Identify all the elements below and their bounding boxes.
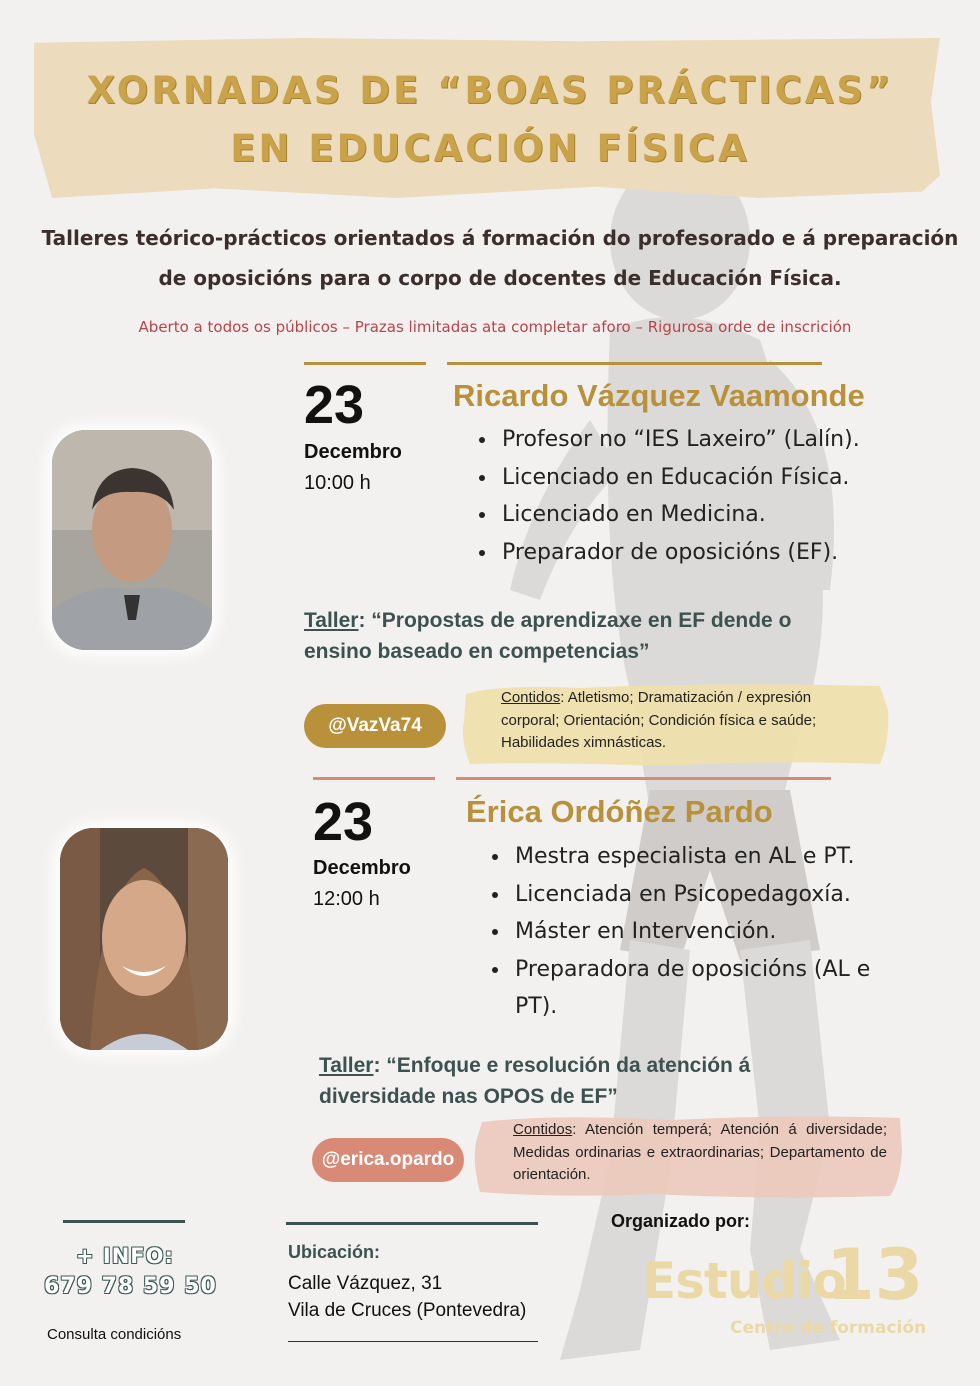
taller-title: “Propostas de aprendizaxe en EF dende o ensino baseado en competencias”: [304, 609, 792, 663]
taller-label: Taller: [319, 1054, 374, 1077]
organizer-logo-subtitle: Centro de formación: [730, 1318, 927, 1338]
speaker-photo-2: [60, 828, 228, 1050]
session-1-bio: [474, 421, 918, 571]
contidos-label: Contidos: [513, 1121, 573, 1138]
session-2-month: Decembro: [313, 857, 411, 879]
session-2-day: 23: [313, 792, 374, 852]
organizer-title: Organizado por:: [611, 1211, 750, 1231]
session-1-taller: Taller: “Propostas de aprendizaxe en EF dende o ensino baseado en competencias”: [304, 609, 792, 663]
subtitle: Talleres teórico-prácticos orientados á formación do profesorado e á preparación de oposicións para o corpo de docentes de Educación Física.: [41, 226, 959, 290]
divider-date-2: [313, 777, 435, 780]
divider-date-1: [304, 362, 426, 365]
organizer-logo-number: 13: [826, 1234, 924, 1316]
notice: Aberto a todos os públicos – Prazas limitadas ata completar aforo – Rigurosa orde de inscrición: [138, 318, 852, 336]
location-divider-top: [286, 1222, 538, 1225]
session-1-day: 23: [304, 375, 365, 435]
contidos-label: Contidos: [501, 689, 561, 706]
location-divider-bottom: [288, 1341, 538, 1342]
bio-item: • Preparadora de oposicións (AL e PT).: [511, 951, 911, 1026]
divider-speaker-2: [456, 777, 831, 780]
bio-item: • Máster en Intervención.: [511, 913, 911, 951]
session-1-handle-button[interactable]: @VazVa74: [304, 704, 446, 748]
session-2-bio: [487, 838, 911, 1026]
bio-item: • Preparador de oposicións (EF).: [498, 534, 918, 572]
organizer-logo-word: Estudio: [642, 1252, 846, 1310]
bio-item: • Profesor no “IES Laxeiro” (Lalín).: [498, 421, 918, 459]
bio-item: • Mestra especialista en AL e PT.: [511, 838, 911, 876]
info-divider: [63, 1220, 185, 1223]
info-phone[interactable]: 679 78 59 50: [44, 1274, 217, 1299]
bio-item: • Licenciado en Educación Física.: [498, 459, 918, 497]
info-title: + INFO:: [76, 1244, 174, 1268]
session-1-speaker: Ricardo Vázquez Vaamonde: [453, 378, 865, 413]
session-2-contidos: Contidos: Atención temperá; Atención á diversidade; Medidas ordinarias e extraordinarias; Departamento de orientación.: [513, 1121, 887, 1183]
session-1-month: Decembro: [304, 441, 402, 463]
session-2-time: 12:00 h: [313, 888, 380, 910]
session-1-time: 10:00 h: [304, 472, 371, 494]
taller-label: Taller: [304, 609, 359, 632]
event-title: XORNADAS DE “BOAS PRÁCTICAS” EN EDUCACIÓN FÍSICA: [86, 69, 894, 170]
session-2-taller: Taller: “Enfoque e resolución da atención á diversidade nas OPOS de EF”: [319, 1054, 751, 1108]
session-2-speaker: Érica Ordóñez Pardo: [466, 794, 773, 829]
session-2-handle-button[interactable]: @erica.opardo: [312, 1138, 464, 1182]
taller-title: “Enfoque e resolución da atención á diversidade nas OPOS de EF”: [319, 1054, 751, 1108]
bio-item: • Licenciada en Psicopedagoxía.: [511, 876, 911, 914]
location-city: Vila de Cruces (Pontevedra): [288, 1300, 527, 1321]
divider-speaker-1: [447, 362, 822, 365]
info-note: Consulta condicións: [47, 1326, 182, 1343]
speaker-photo-1: [52, 430, 212, 650]
contidos-text: Atención temperá; Atención á diversidade; Medidas ordinarias e extraordinarias; Departamento de orientación.: [513, 1121, 887, 1183]
bio-item: • Licenciado en Medicina.: [498, 496, 918, 534]
contidos-text: Atletismo; Dramatización / expresión corporal; Orientación; Condición física e saúde; Habilidades ximnásticas.: [501, 689, 817, 751]
session-1-contidos: Contidos: Atletismo; Dramatización / expresión corporal; Orientación; Condición física e saúde; Habilidades ximnásticas.: [501, 689, 817, 751]
location-street: Calle Vázquez, 31: [288, 1273, 443, 1294]
location-title: Ubicación:: [288, 1242, 381, 1262]
